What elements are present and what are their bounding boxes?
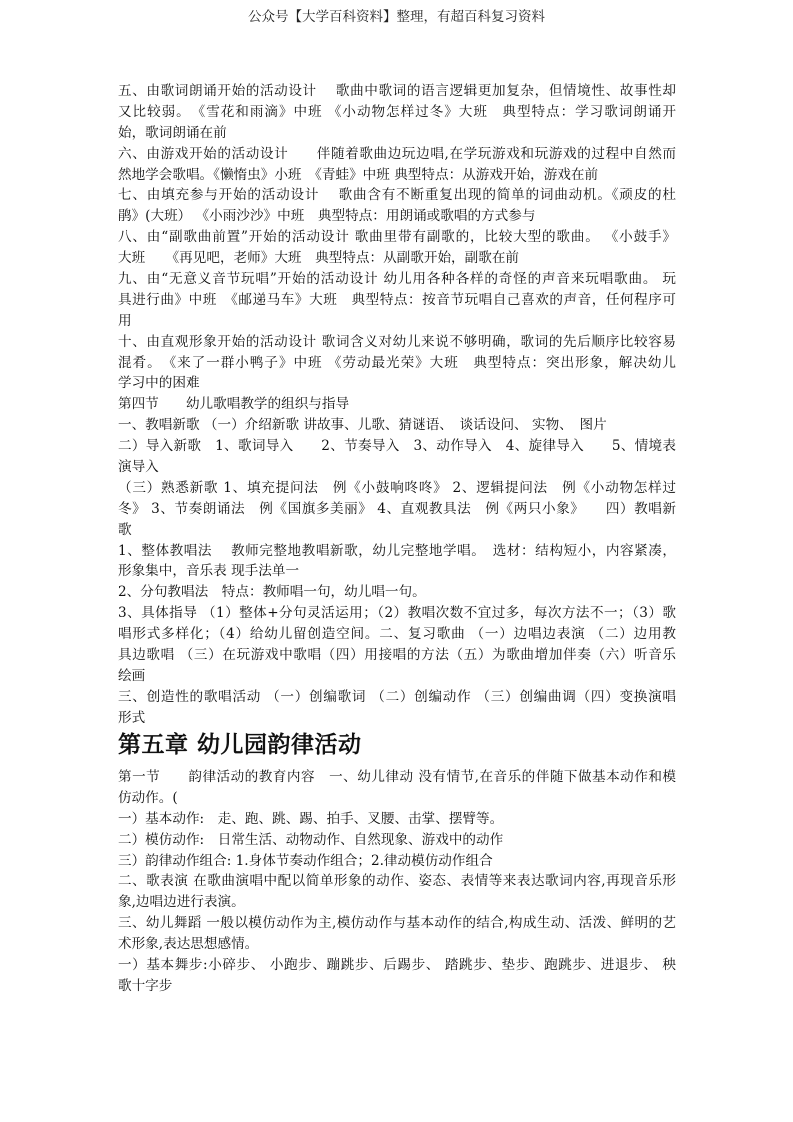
text-line: 然地学会歌唱。《懒惰虫》小班 《青蛙》中班 典型特点：从游戏开始，游戏在前 <box>118 166 599 183</box>
text-line: 演导入 <box>118 459 159 476</box>
paragraph <box>118 851 676 872</box>
paragraph <box>118 269 676 332</box>
text-line: 唱形式多样化；（4）给幼儿留创造空间。二、复习歌曲 （一）边唱边表演 （二）边用教 <box>118 626 676 643</box>
text-line: 术形象,表达思想感情。 <box>118 936 259 953</box>
paragraph <box>118 478 676 541</box>
text-line: 具边歌唱 （三）在玩游戏中歌唱（四）用接唱的方法（五）为歌曲增加伴奏（六）听音乐 <box>118 647 676 664</box>
section-rhythm-activities <box>118 767 676 997</box>
paragraph <box>118 541 676 583</box>
text-line: 一、教唱新歌 （一）介绍新歌 讲故事、儿歌、猜谜语、 谈话设问、 实物、 图片 <box>118 417 607 434</box>
paragraph <box>118 415 676 436</box>
text-line: 二、歌表演 在歌曲演唱中配以简单形象的动作、姿态、表情等来表达歌词内容,再现音乐形 <box>118 873 676 890</box>
page-header: 公众号【大学百科资料】整理，有超百科复习资料 <box>248 9 545 25</box>
text-line: 冬》 3、节奏朗诵法 例《国旗多美丽》 4、直观教具法 例《两只小象》 四）教唱新 <box>118 500 676 517</box>
paragraph <box>118 436 676 478</box>
text-line: 形象集中，音乐表 现手法单一 <box>118 563 300 580</box>
text-line: 五、由歌词朗诵开始的活动设计 歌曲中歌词的语言逻辑更加复杂，但情境性、故事性却 <box>118 83 676 99</box>
text-line: 始，歌词朗诵在前 <box>118 124 227 141</box>
text-line: 大班 《再见吧，老师》大班 典型特点：从副歌开始，副歌在前 <box>118 250 520 267</box>
text-line: 歌 <box>118 521 132 538</box>
text-line: 象,边唱边进行表演。 <box>118 894 245 911</box>
text-line: 仿动作。( <box>118 789 178 806</box>
text-line: 用 <box>118 312 132 329</box>
text-line: 3、具体指导 （1）整体+分句灵活运用；（2）教唱次数不宜过多，每次方法不一；（3）歌 <box>118 605 676 622</box>
paragraph <box>118 830 676 851</box>
paragraph <box>118 185 676 227</box>
paragraph <box>118 767 676 809</box>
paragraph <box>118 144 676 186</box>
paragraph <box>118 332 676 395</box>
text-line: 十、由直观形象开始的活动设计 歌词含义对幼儿来说不够明确，歌词的先后顺序比较容易 <box>118 333 676 350</box>
text-line: 一）基本舞步:小碎步、 小跑步、蹦跳步、后踢步、 踏跳步、垫步、跑跳步、进退步、 秧 <box>118 957 676 974</box>
text-line: 绘画 <box>118 667 146 684</box>
text-line: 三、幼儿舞蹈 一般以模仿动作为主,模仿动作与基本动作的结合,构成生动、活泼、鲜明的艺 <box>118 915 676 932</box>
text-line: 鹃》(大班） 《小雨沙沙》中班 典型特点：用朗诵或歌唱的方式参与 <box>118 208 536 225</box>
text-line: 二）模仿动作: 日常生活、动物动作、自然现象、游戏中的动作 <box>118 831 504 848</box>
text-line: 学习中的困难 <box>118 375 200 392</box>
text-line: 混肴。 《来了一群小鸭子》中班 《劳动最光荣》大班 典型特点：突出形象，解决幼儿 <box>118 354 676 371</box>
text-line: 2、分句教唱法 特点：教师唱一句，幼儿唱一句。 <box>118 584 426 601</box>
text-line: 九、由“无意义音节玩唱”开始的活动设计 幼儿用各种各样的奇怪的声音来玩唱歌曲。 玩 <box>118 271 676 288</box>
paragraph <box>118 809 676 830</box>
paragraph <box>118 582 676 603</box>
paragraph <box>118 227 676 269</box>
text-line: （三）熟悉新歌 1、填充提问法 例《小鼓响咚咚》 2、逻辑提问法 例《小动物怎样过 <box>118 479 676 496</box>
section-singing-activities <box>118 81 676 729</box>
paragraph <box>118 394 676 415</box>
text-line: 八、由“副歌曲前置”开始的活动设计 歌曲里带有副歌的，比较大型的歌曲。 《小鼓手》 <box>118 229 676 246</box>
text-line: 第一节 韵律活动的教育内容 一、幼儿律动 没有情节,在音乐的伴随下做基本动作和模 <box>118 769 676 785</box>
text-line: 形式 <box>118 709 146 726</box>
text-line: 具进行曲》中班 《邮递马车》大班 典型特点：按音节玩唱自己喜欢的声音，任何程序可 <box>118 291 676 308</box>
paragraph <box>118 81 676 144</box>
text-line: 1、整体教唱法 教师完整地教唱新歌，幼儿完整地学唱。 选材：结构短小，内容紧凑， <box>118 542 676 559</box>
text-line: 三）韵律动作组合: 1.身体节奏动作组合；2.律动模仿动作组合 <box>118 852 493 869</box>
paragraph <box>118 687 676 729</box>
text-line: 二）导入新歌 1、歌词导入 2、节奏导入 3、动作导入 4、旋律导入 5、情境表 <box>118 438 676 455</box>
chapter-heading: 第五章 幼儿园韵律活动 <box>118 732 362 758</box>
paragraph <box>118 871 676 913</box>
text-line: 六、由游戏开始的活动设计 伴随着歌曲边玩边唱,在学玩游戏和玩游戏的过程中自然而 <box>118 145 676 162</box>
paragraph <box>118 913 676 955</box>
paragraph <box>118 955 676 997</box>
text-line: 歌十字步 <box>118 977 173 994</box>
text-line: 三、创造性的歌唱活动 （一）创编歌词 （二）创编动作 （三）创编曲调（四）变换演唱 <box>118 688 676 705</box>
text-line: 又比较弱。 《雪花和雨滴》中班 《小动物怎样过冬》大班 典型特点：学习歌词朗诵开 <box>118 103 676 120</box>
text-line: 第四节 幼儿歌唱教学的组织与指导 <box>118 396 350 413</box>
paragraph <box>118 603 676 687</box>
text-line: 一）基本动作: 走、跑、跳、踢、拍手、叉腰、击掌、摆臂等。 <box>118 810 504 827</box>
text-line: 七、由填充参与开始的活动设计 歌曲含有不断重复出现的简单的词曲动机。《顽皮的杜 <box>118 187 676 204</box>
